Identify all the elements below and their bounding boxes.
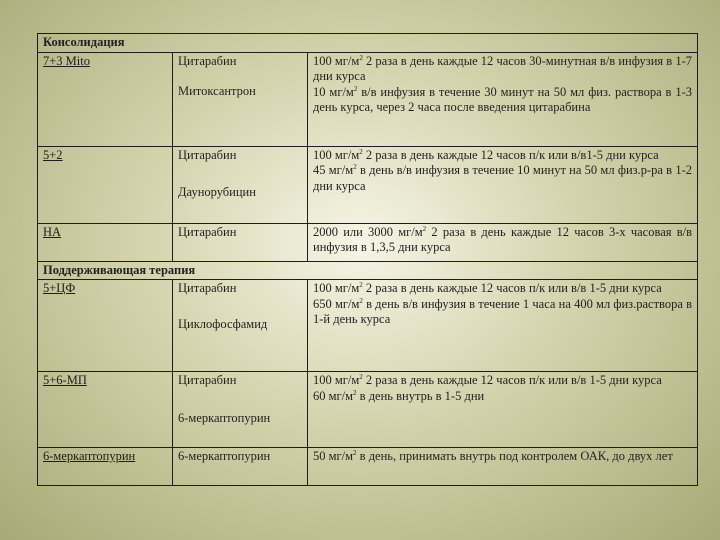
schedule-cell	[308, 448, 698, 486]
drug-name: 6-меркаптопурин	[178, 410, 271, 425]
table-row	[38, 223, 698, 261]
dose-text: 45 $мг/м^2$ в день в/в инфузия в течение 10 минут на 50 мл физ.р-ра в 1-2 дни курса	[313, 162, 692, 193]
drug-name: Цитарабин	[178, 281, 237, 295]
regimen-cell	[38, 280, 173, 372]
regimen-link[interactable]: 5+ЦФ	[43, 281, 76, 295]
section-header-row	[38, 34, 698, 53]
drug-name: Цитарабин	[178, 147, 237, 162]
regimen-cell	[38, 223, 173, 261]
drug-name: Цитарабин	[178, 224, 237, 239]
dose-text: 650 $мг/м^2$ в день в/в инфузия в течение 1 часа на 400 мл физ.раствора в 1-й день курса	[313, 296, 693, 326]
drug-cell	[173, 280, 308, 372]
dose-text: 50 $мг/м^2$ в день, принимать внутрь под контролем ОАК, до двух лет	[313, 448, 673, 463]
schedule-cell	[308, 280, 698, 372]
table-row	[38, 372, 698, 448]
regimen-table	[37, 33, 698, 486]
drug-name: Даунорубицин	[178, 185, 256, 199]
section-title: Консолидация	[38, 34, 698, 53]
regimen-link[interactable]: 7+3 Mito	[43, 53, 90, 68]
drug-name: Цитарабин	[178, 373, 237, 387]
regimen-link[interactable]: 6-меркаптопурин	[43, 449, 136, 463]
section-header-row	[38, 261, 698, 280]
regimen-cell	[38, 146, 173, 223]
schedule-cell	[308, 223, 698, 261]
drug-name: Цитарабин	[178, 53, 237, 68]
dose-text: 60 $мг/м^2$ в день внутрь в 1-5 дни	[313, 388, 485, 403]
dose-text: 100 $мг/м^2$ 2 раза в день каждые 12 часов п/к или в/в1-5 дни курса	[313, 147, 659, 162]
section-title: Поддерживающая терапия	[38, 261, 698, 280]
dose-text: 2000 или 3000 $мг/м^2$ 2 раза в день каждые 12 часов 3-х часовая в/в инфузия в 1,3,5 дни курса	[313, 224, 692, 254]
table-row	[38, 448, 698, 486]
dose-text: 100 $мг/м^2$ 2 раза в день каждые 12 часов 30-минутная в/в инфузия в 1-7 дни курса	[313, 53, 693, 83]
schedule-cell	[308, 52, 698, 146]
regimen-table-body	[38, 34, 698, 486]
table-row	[38, 52, 698, 146]
dose-text: 100 $мг/м^2$ 2 раза в день каждые 12 часов п/к или в/в 1-5 дни курса	[313, 280, 662, 295]
dose-text: 100 $мг/м^2$ 2 раза в день каждые 12 часов п/к или в/в 1-5 дни курса	[313, 372, 662, 387]
drug-cell	[173, 223, 308, 261]
drug-cell	[173, 146, 308, 223]
table-row	[38, 280, 698, 372]
schedule-cell	[308, 146, 698, 223]
table-row	[38, 146, 698, 223]
regimen-cell	[38, 448, 173, 486]
drug-cell	[173, 372, 308, 448]
regimen-link[interactable]: 5+2	[43, 147, 63, 162]
drug-cell	[173, 448, 308, 486]
regimen-cell	[38, 52, 173, 146]
schedule-cell	[308, 372, 698, 448]
regimen-link[interactable]: НА	[43, 224, 62, 239]
drug-name: Митоксантрон	[178, 84, 256, 98]
regimen-link[interactable]: 5+6-МП	[43, 373, 87, 387]
drug-name: 6-меркаптопурин	[178, 449, 271, 463]
drug-name: Циклофосфамид	[178, 316, 268, 331]
drug-cell	[173, 52, 308, 146]
regimen-cell	[38, 372, 173, 448]
dose-text: 10 $мг/м^2$ в/в инфузия в течение 30 минут на 50 мл физ. раствора в 1-3 день курса, через 2 часа после введения цитарабина	[313, 84, 692, 114]
